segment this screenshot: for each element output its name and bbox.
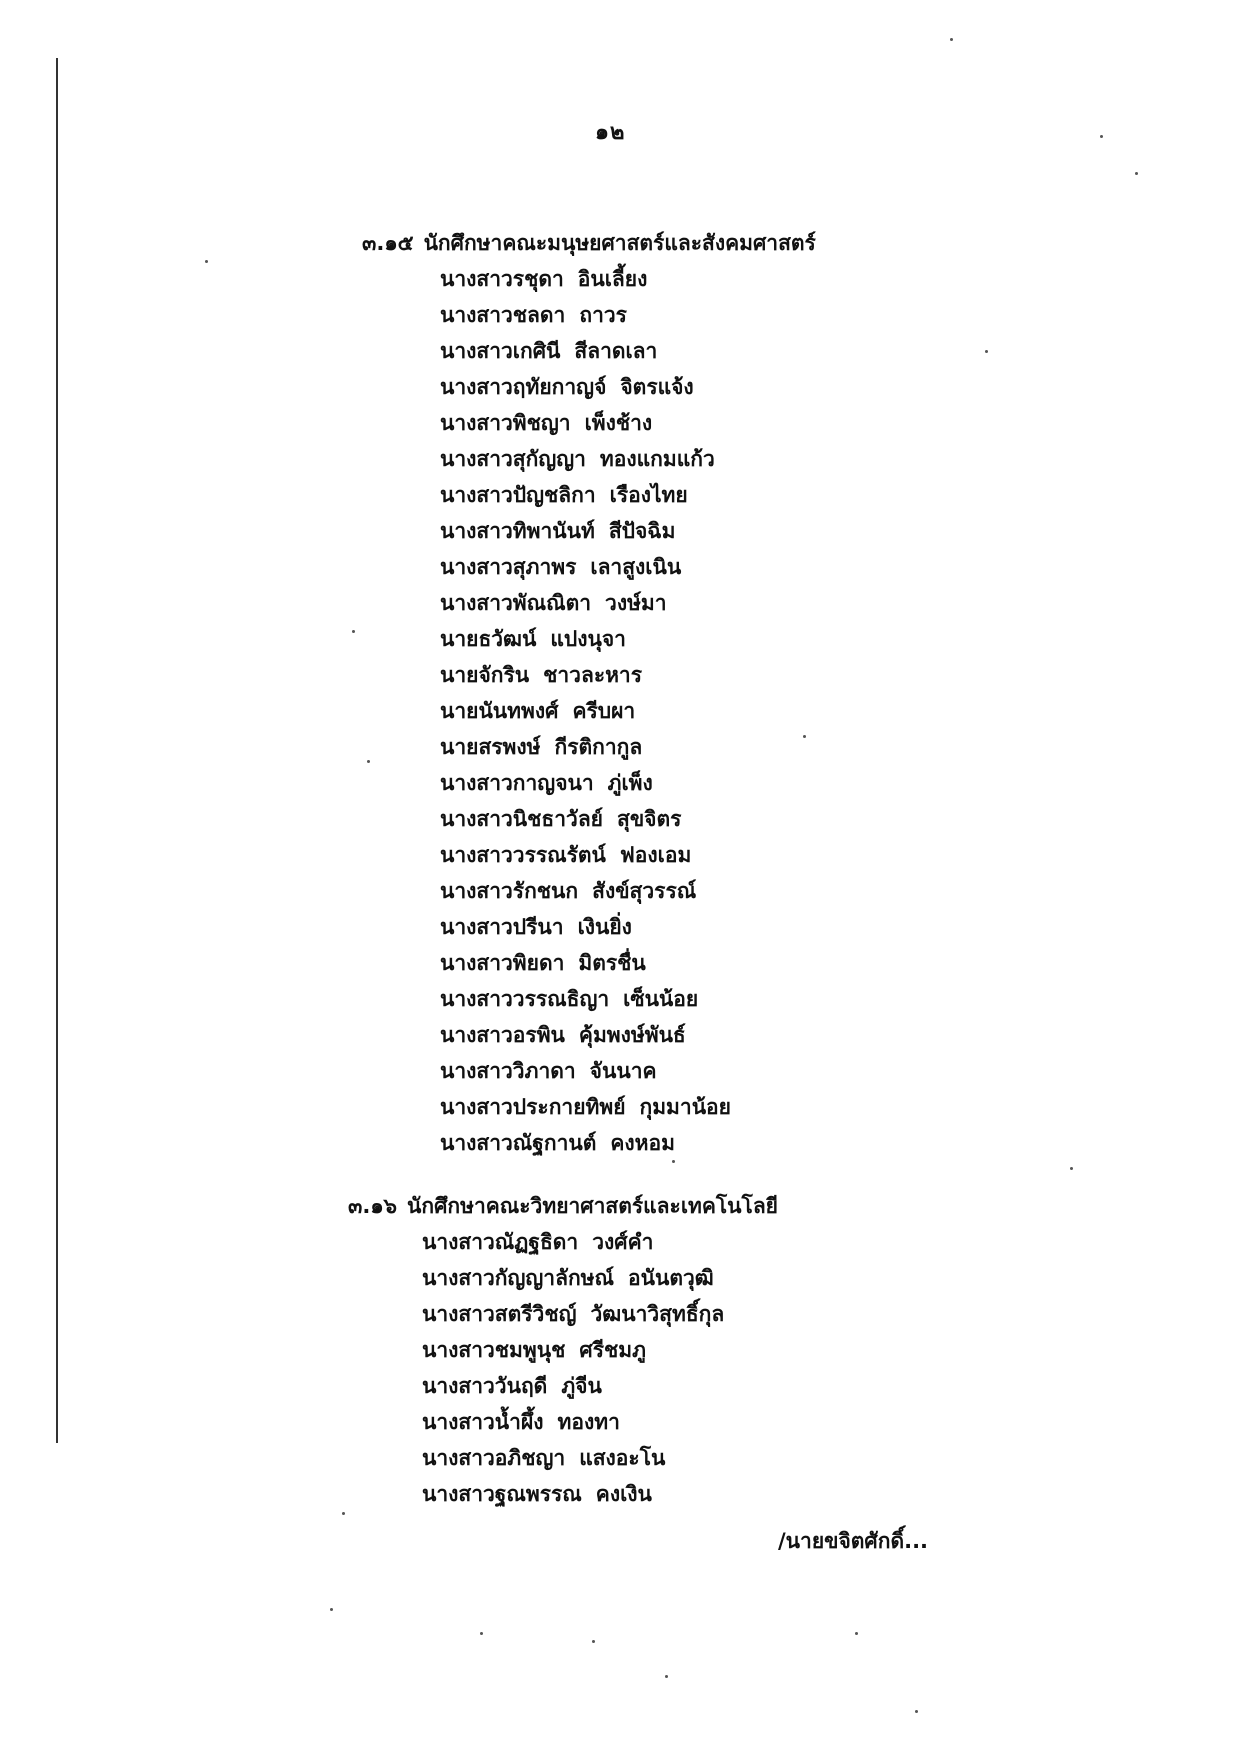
student-given-name: นางสาวอภิชญา (422, 1446, 566, 1470)
student-given-name: นางสาวกาญจนา (440, 771, 594, 795)
section-science (348, 1188, 778, 1512)
student-given-name: นางสาวปัญชลิกา (440, 483, 596, 507)
student-family-name: สุขจิตร (617, 807, 682, 831)
student-name-row (440, 657, 816, 693)
student-family-name: ทองทา (557, 1410, 620, 1434)
student-given-name: นางสาวสตรีวิชญ์ (422, 1302, 577, 1326)
student-name-row (440, 549, 816, 585)
student-family-name: วัฒนาวิสุทธิ์กุล (590, 1302, 725, 1326)
student-name-row (440, 513, 816, 549)
student-name-row (440, 405, 816, 441)
continuation-text: /นายขจิตศักดิ์... (778, 1529, 929, 1553)
student-given-name: นางสาวรักชนก (440, 879, 579, 903)
student-family-name: สีลาดเลา (574, 339, 658, 363)
student-family-name: ศรีชมภู (579, 1338, 646, 1362)
student-given-name: นางสาวปรีนา (440, 915, 564, 939)
student-family-name: กุมมาน้อย (639, 1095, 731, 1119)
student-given-name: นางสาวอรพิน (440, 1023, 565, 1047)
student-name-row (440, 945, 816, 981)
student-family-name: จันนาค (589, 1059, 657, 1083)
student-name-row (440, 729, 816, 765)
section-number: ๓.๑๖ (348, 1194, 397, 1218)
student-name-row (440, 585, 816, 621)
student-name-row (440, 297, 816, 333)
scan-speck (1100, 135, 1103, 138)
scan-speck (330, 1608, 333, 1611)
student-given-name: นายสรพงษ์ (440, 735, 541, 759)
scan-speck (205, 260, 208, 263)
student-name-row (422, 1332, 778, 1368)
student-name-row (440, 261, 816, 297)
student-given-name: นางสาวเกศินี (440, 339, 561, 363)
student-name-row (422, 1404, 778, 1440)
student-name-row (440, 1017, 816, 1053)
student-family-name: เรืองไทย (609, 483, 688, 507)
student-family-name: แปงนุจา (550, 627, 626, 651)
student-name-row (440, 981, 816, 1017)
student-family-name: ชาวละหาร (543, 663, 643, 687)
student-name-row (440, 369, 816, 405)
student-given-name: นางสาวพิชญา (440, 411, 571, 435)
student-given-name: นางสาวชมพูนุช (422, 1338, 566, 1362)
student-family-name: ภู่เพ็ง (607, 771, 653, 795)
section-humanities (362, 225, 816, 1161)
student-given-name: นางสาวประกายทิพย์ (440, 1095, 626, 1119)
student-family-name: ภู่จีน (561, 1374, 602, 1398)
section-heading (348, 1188, 778, 1224)
section-title: นักศึกษาคณะมนุษยศาสตร์และสังคมศาสตร์ (423, 231, 816, 255)
student-name-row (440, 621, 816, 657)
student-name-row (440, 441, 816, 477)
student-family-name: ถาวร (579, 303, 627, 327)
student-list (348, 1224, 778, 1512)
student-given-name: นางสาวทิพานันท์ (440, 519, 595, 543)
student-name-row (440, 873, 816, 909)
student-given-name: นางสาวฤทัยกาญจ์ (440, 375, 607, 399)
scan-speck (1070, 1167, 1073, 1170)
student-name-row (422, 1476, 778, 1512)
student-name-row (440, 837, 816, 873)
student-family-name: ทองแกมแก้ว (599, 447, 715, 471)
student-given-name: นายนันทพงศ์ (440, 699, 559, 723)
scan-speck (950, 38, 953, 41)
student-name-row (440, 1053, 816, 1089)
student-family-name: อินเลี้ยง (577, 267, 648, 291)
student-given-name: นางสาววิภาดา (440, 1059, 576, 1083)
scan-speck (855, 1632, 858, 1635)
scan-speck (592, 1640, 595, 1643)
student-name-row (440, 333, 816, 369)
student-family-name: เพ็งช้าง (584, 411, 653, 435)
left-margin-line (56, 58, 58, 1443)
student-name-row (440, 1125, 816, 1161)
scan-speck (352, 630, 355, 633)
scan-speck (672, 1160, 675, 1163)
student-family-name: เงินยิ่ง (577, 915, 632, 939)
student-family-name: วงศ์คำ (592, 1230, 654, 1254)
scan-speck (1135, 172, 1138, 175)
student-given-name: นางสาวณัฏฐธิดา (422, 1230, 579, 1254)
student-family-name: แสงอะโน (579, 1446, 666, 1470)
student-given-name: นางสาวกัญญาลักษณ์ (422, 1266, 615, 1290)
student-name-row (422, 1440, 778, 1476)
scan-speck (803, 735, 806, 738)
student-given-name: นายธวัฒน์ (440, 627, 537, 651)
student-name-row (440, 1089, 816, 1125)
student-name-row (440, 477, 816, 513)
student-family-name: วงษ์มา (605, 591, 667, 615)
section-title: นักศึกษาคณะวิทยาศาสตร์และเทคโนโลยี (407, 1194, 778, 1218)
student-name-row (440, 801, 816, 837)
scan-speck (342, 1512, 345, 1515)
section-number: ๓.๑๕ (362, 231, 414, 255)
student-name-row (440, 765, 816, 801)
student-given-name: นางสาวน้ำผึ้ง (422, 1410, 544, 1434)
student-family-name: อนันตวุฒิ (628, 1266, 714, 1290)
student-given-name: นางสาวพิยดา (440, 951, 565, 975)
student-given-name: นางสาวสุภาพร (440, 555, 577, 579)
student-family-name: สังข์สุวรรณ์ (592, 879, 697, 903)
student-name-row (422, 1260, 778, 1296)
student-given-name: นางสาวพัณณิตา (440, 591, 592, 615)
scan-speck (367, 760, 370, 763)
scan-speck (915, 1710, 918, 1713)
student-given-name: นางสาวฐณพรรณ (422, 1482, 582, 1506)
student-given-name: นางสาวนิชธาวัลย์ (440, 807, 603, 831)
student-given-name: นางสาววันฤดี (422, 1374, 548, 1398)
student-family-name: ฟองเอม (619, 843, 692, 867)
student-name-row (440, 693, 816, 729)
student-list (362, 261, 816, 1161)
student-family-name: สีปัจฉิม (608, 519, 676, 543)
scan-speck (985, 350, 988, 353)
student-family-name: คงเงิน (595, 1482, 652, 1506)
section-heading (362, 225, 816, 261)
student-family-name: คุ้มพงษ์พันธ์ (578, 1023, 686, 1047)
student-family-name: คงหอม (610, 1131, 675, 1155)
student-family-name: กีรติกากูล (554, 735, 643, 759)
scan-speck (665, 1675, 668, 1678)
student-name-row (440, 909, 816, 945)
student-given-name: นางสาววรรณธิญา (440, 987, 610, 1011)
student-family-name: มิตรชื่น (578, 951, 646, 975)
page-number: ๑๒ (595, 120, 626, 145)
student-name-row (422, 1224, 778, 1260)
student-family-name: เลาสูงเนิน (590, 555, 682, 579)
student-given-name: นางสาวณัฐกานต์ (440, 1131, 597, 1155)
student-family-name: จิตรแจ้ง (620, 375, 694, 399)
student-given-name: นางสาวสุกัญญา (440, 447, 586, 471)
student-given-name: นายจักริน (440, 663, 530, 687)
student-given-name: นางสาวรชุดา (440, 267, 564, 291)
student-family-name: ครีบผา (572, 699, 636, 723)
student-given-name: นางสาวชลดา (440, 303, 566, 327)
scan-speck (480, 1632, 483, 1635)
student-given-name: นางสาววรรณรัตน์ (440, 843, 606, 867)
student-name-row (422, 1296, 778, 1332)
student-name-row (422, 1368, 778, 1404)
student-family-name: เซ็นน้อย (623, 987, 699, 1011)
